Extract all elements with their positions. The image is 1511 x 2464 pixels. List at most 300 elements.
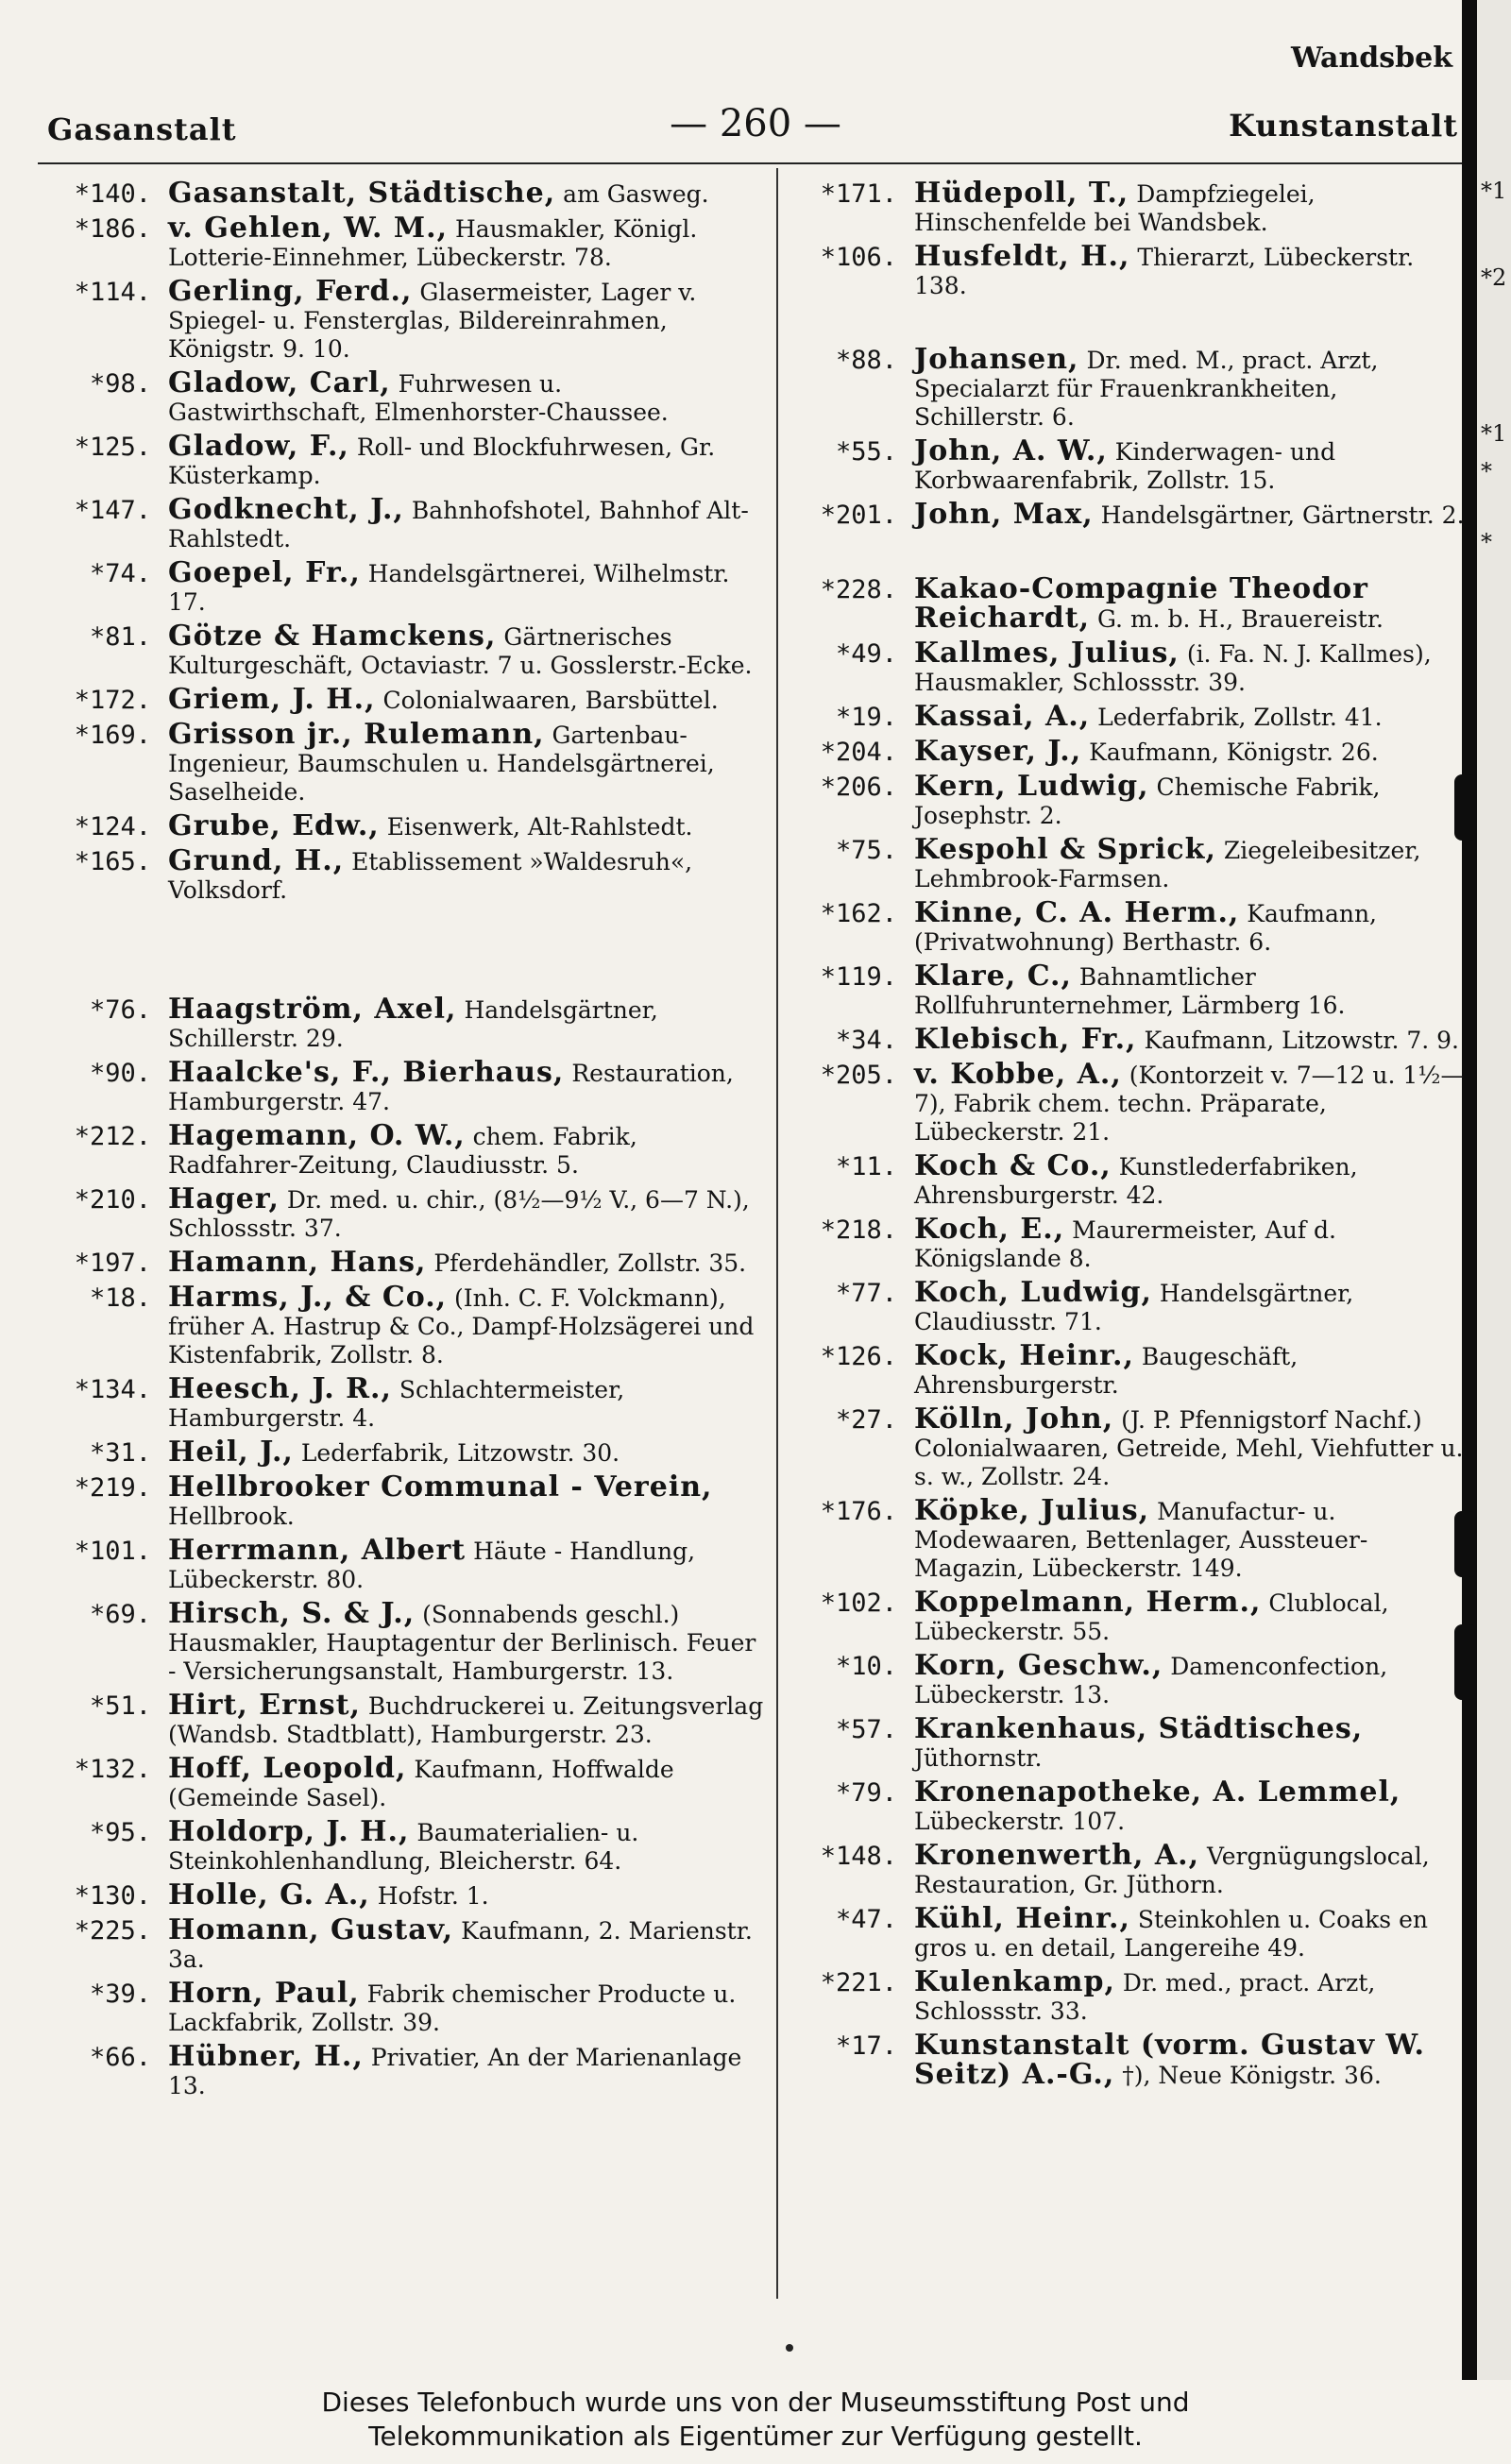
entry-text — [168, 1438, 765, 1468]
entry-text — [914, 2031, 1469, 2090]
subscriber-name: Götze & Hamckens, — [168, 620, 497, 653]
phone-number: *125. — [74, 433, 151, 462]
subscriber-name: Kühl, Heinr., — [914, 1902, 1130, 1935]
entry-text — [168, 1878, 765, 1912]
entry-text — [914, 1494, 1469, 1583]
entry-text — [168, 2040, 765, 2100]
phone-number: *228. — [820, 575, 897, 604]
subscriber-name: Hüdepoll, T., — [914, 177, 1129, 210]
directory-entry — [784, 962, 1469, 1020]
directory-entry — [38, 1246, 765, 1279]
directory-entry — [784, 1276, 1469, 1336]
entry-text — [914, 434, 1469, 495]
phone-number: *148. — [820, 1842, 897, 1871]
subscriber-details: Kaufmann, (Privatwohnung) Berthastr. 6. — [914, 900, 1377, 956]
subscriber-name: Hamann, Hans, — [168, 1246, 427, 1279]
subscriber-details: Etablissement »Waldesruh«, Volksdorf. — [168, 848, 693, 904]
next-page-strip — [1477, 0, 1511, 2380]
phone-number: *10. — [835, 1652, 897, 1681]
section-gap — [784, 535, 1469, 575]
phone-number: *90. — [89, 1059, 151, 1088]
subscriber-details: Baumaterialien- u. Steinkohlenhandlung, Bleicherstr. 64. — [168, 1819, 639, 1875]
subscriber-details: Dr. med. M., pract. Arzt, Specialarzt für Frauenkrankheiten, Schillerstr. 6. — [914, 347, 1379, 431]
entry-text — [168, 1119, 765, 1180]
subscriber-details: Glasermeister, Lager v. Spiegel- u. Fensterglas, Bildereinrahmen, Königstr. 9. 10. — [168, 279, 697, 363]
subscriber-name: Gladow, Carl, — [168, 366, 391, 399]
phone-number: *169. — [74, 721, 151, 750]
directory-entry — [38, 493, 765, 553]
subscriber-name: Holdorp, J. H., — [168, 1815, 410, 1848]
entry-text — [914, 1276, 1469, 1336]
subscriber-details: Fabrik chemischer Producte u. Lackfabrik, Zollstr. 39. — [168, 1980, 737, 2036]
entry-text — [914, 572, 1469, 635]
directory-entry — [784, 896, 1469, 957]
subscriber-details: Dr. med. u. chir., (8½—9½ V., 6—7 N.), Schlossstr. 37. — [168, 1186, 750, 1242]
subscriber-details: G. m. b. H., Brauereistr. — [1096, 605, 1384, 633]
entry-text — [914, 343, 1469, 432]
phone-number: *31. — [89, 1438, 151, 1468]
phone-number: *134. — [74, 1375, 151, 1404]
entry-text — [914, 1586, 1469, 1646]
subscriber-name: Hirt, Ernst, — [168, 1689, 361, 1722]
entry-text — [914, 833, 1469, 893]
phone-number: *201. — [820, 501, 897, 530]
subscriber-name: Horn, Paul, — [168, 1977, 360, 2010]
phone-number: *34. — [835, 1026, 897, 1055]
entry-text — [168, 1815, 765, 1876]
subscriber-name: Kayser, J., — [914, 735, 1082, 768]
ink-dot — [786, 2344, 793, 2352]
entry-text — [168, 179, 765, 209]
directory-entry — [784, 1215, 1469, 1273]
subscriber-details: Lederfabrik, Zollstr. 41. — [1097, 704, 1383, 731]
entry-text — [914, 700, 1469, 733]
phone-number: *101. — [74, 1537, 151, 1566]
directory-entry — [784, 434, 1469, 495]
phone-number: *162. — [820, 899, 897, 928]
subscriber-name: Grube, Edw., — [168, 809, 380, 842]
phone-number: *124. — [74, 812, 151, 841]
subscriber-name: Koch, E., — [914, 1213, 1065, 1246]
subscriber-name: Kölln, John, — [914, 1402, 1114, 1436]
subscriber-details: Chemische Fabrik, Josephstr. 2. — [914, 773, 1381, 829]
phone-number: *218. — [820, 1215, 897, 1245]
phone-number: *114. — [74, 278, 151, 307]
entry-text — [168, 1752, 765, 1812]
subscriber-name: Klare, C., — [914, 960, 1072, 993]
subscriber-name: Husfeldt, H., — [914, 240, 1130, 273]
entry-text — [914, 1149, 1469, 1210]
phone-number: *140. — [74, 179, 151, 209]
subscriber-name: Heil, J., — [168, 1436, 294, 1469]
subscriber-details: Ziegeleibesitzer, Lehmbrook-Farmsen. — [914, 837, 1421, 892]
directory-entry — [38, 214, 765, 272]
directory-entry — [38, 683, 765, 716]
subscriber-name: Godknecht, J., — [168, 493, 404, 526]
directory-entry — [784, 1839, 1469, 1899]
directory-entry — [784, 1649, 1469, 1709]
subscriber-name: Griem, J. H., — [168, 683, 376, 716]
subscriber-details: Manufactur- u. Modewaaren, Bettenlager, Aussteuer-Magazin, Lübeckerstr. 149. — [914, 1498, 1368, 1582]
subscriber-details: (Kontorzeit v. 7—12 u. 1½—7), Fabrik chem. techn. Präparate, Lübeckerstr. 21. — [914, 1062, 1465, 1146]
directory-entry — [38, 1056, 765, 1116]
entry-text — [914, 770, 1469, 830]
subscriber-name: Grund, H., — [168, 844, 345, 877]
phone-number: *132. — [74, 1755, 151, 1784]
entry-text — [168, 1056, 765, 1116]
phone-number: *205. — [820, 1061, 897, 1090]
page-number: — 260 — — [670, 102, 841, 145]
entry-text — [914, 1402, 1469, 1491]
phone-number: *51. — [89, 1691, 151, 1721]
entry-text — [914, 1902, 1469, 1963]
subscriber-name: Kock, Heinr., — [914, 1339, 1134, 1372]
directory-entry — [784, 2031, 1469, 2090]
subscriber-details: Handelsgärtnerei, Wilhelmstr. 17. — [168, 560, 730, 616]
phone-number: *171. — [820, 179, 897, 209]
entry-text — [168, 214, 765, 272]
entry-text — [168, 1470, 765, 1531]
subscriber-details: Lübeckerstr. 107. — [914, 1808, 1126, 1835]
directory-entry — [784, 700, 1469, 733]
edge-mark: *2 — [1481, 264, 1507, 291]
phone-number: *27. — [835, 1405, 897, 1435]
section-gap — [784, 306, 1469, 346]
entry-text — [914, 1839, 1469, 1899]
subscriber-details: Steinkohlen u. Coaks en gros u. en detail, Langereihe 49. — [914, 1906, 1428, 1962]
directory-entry — [38, 1182, 765, 1243]
subscriber-name: Haalcke's, F., Bierhaus, — [168, 1056, 565, 1089]
subscriber-details: (Inh. C. F. Volckmann), früher A. Hastrup & Co., Dampf-Holzsägerei und Kistenfabrik, Zollstr. 8. — [168, 1284, 755, 1368]
phone-number: *66. — [89, 2043, 151, 2072]
directory-entry — [38, 366, 765, 427]
entry-text — [168, 430, 765, 490]
subscriber-details: Handelsgärtner, Schillerstr. 29. — [168, 996, 658, 1052]
entry-text — [168, 556, 765, 617]
entry-text — [168, 1534, 765, 1594]
subscriber-name: Grisson jr., Rulemann, — [168, 718, 545, 751]
directory-entry — [38, 844, 765, 905]
edge-mark: * — [1481, 529, 1492, 555]
subscriber-details: Kinderwagen- und Korbwaarenfabrik, Zollstr. 15. — [914, 438, 1336, 494]
phone-number: *18. — [89, 1283, 151, 1313]
subscriber-name: Johansen, — [914, 343, 1079, 376]
subscriber-name: Kassai, A., — [914, 700, 1091, 733]
directory-entry — [784, 1778, 1469, 1836]
header-rule — [38, 162, 1462, 164]
directory-entry — [38, 1119, 765, 1180]
entry-text — [168, 1597, 765, 1686]
directory-entry — [38, 1815, 765, 1876]
subscriber-details: Häute - Handlung, Lübeckerstr. 80. — [168, 1538, 696, 1593]
phone-number: *106. — [820, 243, 897, 272]
phone-number: *17. — [835, 2031, 897, 2061]
column-divider — [776, 168, 778, 2299]
entry-text — [168, 1246, 765, 1279]
entry-text — [168, 683, 765, 716]
entry-text — [168, 809, 765, 842]
directory-entry — [38, 1752, 765, 1812]
phone-number: *225. — [74, 1916, 151, 1946]
entry-text — [914, 1778, 1469, 1836]
directory-entry — [784, 1586, 1469, 1646]
directory-entry — [38, 718, 765, 807]
phone-number: *49. — [835, 639, 897, 669]
phone-number: *206. — [820, 773, 897, 802]
directory-entry — [784, 498, 1469, 531]
edge-mark: * — [1481, 458, 1492, 484]
directory-entry — [38, 622, 765, 680]
entry-text — [168, 1691, 765, 1749]
subscriber-name: Goepel, Fr., — [168, 556, 361, 589]
subscriber-name: Haagström, Axel, — [168, 993, 457, 1026]
subscriber-name: Gasanstalt, Städtische, — [168, 177, 556, 210]
phone-number: *47. — [835, 1905, 897, 1934]
subscriber-details: Thierarzt, Lübeckerstr. 138. — [914, 244, 1415, 299]
subscriber-name: Koch, Ludwig, — [914, 1276, 1152, 1309]
footer-notice — [0, 2380, 1511, 2464]
subscriber-name: Harms, J., & Co., — [168, 1281, 448, 1314]
subscriber-details: Maurermeister, Auf d. Königslande 8. — [914, 1216, 1336, 1272]
phone-number: *77. — [835, 1279, 897, 1308]
directory-entry — [784, 1902, 1469, 1963]
directory-entry — [38, 1534, 765, 1594]
directory-entry — [784, 1494, 1469, 1583]
directory-entry — [784, 1339, 1469, 1400]
directory-entry — [784, 240, 1469, 300]
phone-number: *19. — [835, 703, 897, 732]
subscriber-name: Gladow, F., — [168, 430, 349, 463]
left-column — [38, 179, 765, 2106]
directory-entry — [38, 1878, 765, 1912]
phone-number: *172. — [74, 686, 151, 715]
entry-text — [168, 493, 765, 553]
phone-number: *74. — [89, 559, 151, 588]
directory-entry — [38, 1438, 765, 1468]
subscriber-name: Kunstanstalt (vorm. Gustav W. Seitz) A.-G., — [914, 2029, 1425, 2091]
entry-text — [914, 1023, 1469, 1056]
subscriber-name: Herrmann, Albert — [168, 1534, 467, 1567]
directory-entry — [784, 1402, 1469, 1491]
directory-entry — [784, 1023, 1469, 1056]
section-gap — [38, 910, 765, 995]
directory-entry — [38, 1691, 765, 1749]
right-column — [784, 179, 1469, 2096]
subscriber-details: (J. P. Pfennigstorf Nachf.) Colonialwaaren, Getreide, Mehl, Viehfutter u. s. w., Zollstr. 24. — [914, 1406, 1464, 1490]
phone-number: *102. — [820, 1589, 897, 1618]
footer-line-2: Telekommunikation als Eigentümer zur Verfügung gestellt. — [368, 2421, 1143, 2452]
subscriber-details: Privatier, An der Marienanlage 13. — [168, 2044, 742, 2099]
subscriber-name: Hagemann, O. W., — [168, 1119, 466, 1152]
subscriber-details: chem. Fabrik, Radfahrer-Zeitung, Claudiusstr. 5. — [168, 1123, 637, 1179]
subscriber-details: Bahnhofshotel, Bahnhof Alt-Rahlstedt. — [168, 497, 749, 552]
subscriber-name: Kern, Ludwig, — [914, 770, 1149, 803]
subscriber-details: Dampfziegelei, Hinschenfelde bei Wandsbek. — [914, 180, 1316, 236]
subscriber-name: Kronenapotheke, A. Lemmel, — [914, 1776, 1401, 1809]
subscriber-details: Hellbrook. — [168, 1503, 295, 1530]
subscriber-name: Koch & Co., — [914, 1149, 1112, 1182]
entry-text — [168, 844, 765, 905]
phone-number: *88. — [835, 346, 897, 375]
footer-line-1: Dieses Telefonbuch wurde uns von der Museumsstiftung Post und — [321, 2387, 1190, 2418]
entry-text — [914, 735, 1469, 768]
subscriber-name: Kakao-Compagnie Theodor Reichardt, — [914, 572, 1368, 635]
entry-text — [168, 1977, 765, 2037]
subscriber-name: John, A. W., — [914, 434, 1108, 467]
subscriber-details: Kunstlederfabriken, Ahrensburgerstr. 42. — [914, 1153, 1358, 1209]
phone-number: *204. — [820, 738, 897, 767]
running-head-city: Wandsbek — [1290, 42, 1452, 75]
subscriber-details: Jüthornstr. — [914, 1744, 1043, 1772]
phone-number: *147. — [74, 496, 151, 525]
directory-entry — [38, 1977, 765, 2037]
running-head-right: Kunstanstalt — [1229, 108, 1458, 144]
subscriber-name: Hübner, H., — [168, 2040, 364, 2073]
phone-number: *98. — [89, 369, 151, 399]
directory-entry — [38, 179, 765, 209]
phone-number: *210. — [74, 1185, 151, 1215]
phone-number: *221. — [820, 1968, 897, 1997]
directory-entry — [784, 639, 1469, 697]
phone-number: *212. — [74, 1122, 151, 1151]
subscriber-name: Homann, Gustav, — [168, 1913, 454, 1946]
phone-number: *186. — [74, 214, 151, 244]
entry-text — [168, 1913, 765, 1974]
phone-number: *81. — [89, 622, 151, 652]
phone-number: *165. — [74, 847, 151, 876]
subscriber-details: Colonialwaaren, Barsbüttel. — [382, 687, 719, 714]
entry-text — [914, 1712, 1469, 1773]
entry-text — [168, 366, 765, 427]
phone-number: *130. — [74, 1881, 151, 1911]
entry-text — [168, 1283, 765, 1369]
subscriber-name: Krankenhaus, Städtisches, — [914, 1712, 1364, 1745]
subscriber-details: Damenconfection, Lübeckerstr. 13. — [914, 1653, 1388, 1708]
directory-entry — [38, 556, 765, 617]
directory-entry — [784, 1149, 1469, 1210]
directory-entry — [784, 833, 1469, 893]
directory-entry — [784, 1712, 1469, 1773]
phone-number: *76. — [89, 995, 151, 1025]
phone-number: *119. — [820, 962, 897, 992]
directory-entry — [38, 2040, 765, 2100]
subscriber-name: Koppelmann, Herm., — [914, 1586, 1262, 1619]
entry-text — [168, 622, 765, 680]
phone-number: *57. — [835, 1715, 897, 1744]
directory-entry — [38, 1913, 765, 1974]
entry-text — [914, 1649, 1469, 1709]
entry-text — [914, 498, 1469, 531]
entry-text — [914, 1058, 1469, 1147]
subscriber-details: Gartenbau-Ingenieur, Baumschulen u. Handelsgärtnerei, Saselheide. — [168, 722, 715, 806]
subscriber-details: Restauration, Hamburgerstr. 47. — [168, 1060, 734, 1115]
running-head-left: Gasanstalt — [47, 111, 237, 147]
subscriber-name: Hager, — [168, 1182, 280, 1215]
phone-number: *95. — [89, 1818, 151, 1847]
subscriber-name: Kronenwerth, A., — [914, 1839, 1200, 1872]
directory-entry — [38, 275, 765, 364]
entry-text — [168, 275, 765, 364]
entry-text — [168, 1182, 765, 1243]
phone-number: *197. — [74, 1249, 151, 1278]
subscriber-name: Hellbrooker Communal - Verein, — [168, 1470, 713, 1504]
subscriber-details: Kaufmann, Litzowstr. 7. 9. — [1144, 1027, 1459, 1054]
subscriber-details: Clublocal, Lübeckerstr. 55. — [914, 1589, 1389, 1645]
subscriber-details: Hofstr. 1. — [377, 1882, 489, 1910]
subscriber-details: Kaufmann, Hoffwalde (Gemeinde Sasel). — [168, 1756, 674, 1811]
subscriber-name: Holle, G. A., — [168, 1878, 370, 1912]
phone-number: *11. — [835, 1152, 897, 1181]
subscriber-name: John, Max, — [914, 498, 1094, 531]
subscriber-details: Roll- und Blockfuhrwesen, Gr. Küsterkamp. — [168, 433, 716, 489]
subscriber-details: am Gasweg. — [563, 180, 709, 208]
subscriber-details: Pferdehändler, Zollstr. 35. — [433, 1249, 747, 1277]
subscriber-details: (i. Fa. N. J. Kallmes), Hausmakler, Schlossstr. 39. — [914, 640, 1432, 696]
directory-entry — [38, 809, 765, 842]
subscriber-name: Kespohl & Sprick, — [914, 833, 1216, 866]
subscriber-name: Hirsch, S. & J., — [168, 1597, 416, 1630]
subscriber-details: Vergnügungslocal, Restauration, Gr. Jüthorn. — [914, 1843, 1430, 1898]
subscriber-details: Baugeschäft, Ahrensburgerstr. — [914, 1343, 1299, 1399]
subscriber-name: v. Gehlen, W. M., — [168, 212, 449, 245]
subscriber-name: Heesch, J. R., — [168, 1372, 392, 1405]
directory-entry — [38, 1372, 765, 1433]
subscriber-name: Kinne, C. A. Herm., — [914, 896, 1240, 929]
directory-entry — [784, 179, 1469, 237]
subscriber-details: Dr. med., pract. Arzt, Schlossstr. 33. — [914, 1969, 1376, 2025]
subscriber-name: Köpke, Julius, — [914, 1494, 1150, 1527]
entry-text — [914, 1215, 1469, 1273]
subscriber-details: Hausmakler, Königl. Lotterie-Einnehmer, Lübeckerstr. 78. — [168, 215, 698, 271]
subscriber-details: †), Neue Königstr. 36. — [1122, 2062, 1382, 2089]
subscriber-name: v. Kobbe, A., — [914, 1058, 1122, 1091]
entry-text — [914, 896, 1469, 957]
subscriber-name: Kallmes, Julius, — [914, 637, 1180, 670]
subscriber-details: (Sonnabends geschl.) Hausmakler, Hauptagentur der Berlinisch. Feuer - Versicherungsanstalt, Hamburgerstr. 13. — [168, 1601, 756, 1685]
subscriber-details: Kaufmann, Königstr. 26. — [1089, 739, 1379, 766]
phone-number: *39. — [89, 1980, 151, 2009]
subscriber-details: Handelsgärtner, Gärtnerstr. 2. — [1100, 501, 1465, 529]
subscriber-details: Buchdruckerei u. Zeitungsverlag (Wandsb. Stadtblatt), Hamburgerstr. 23. — [168, 1692, 764, 1748]
phone-number: *55. — [835, 437, 897, 467]
entry-text — [914, 179, 1469, 237]
subscriber-details: Handelsgärtner, Claudiusstr. 71. — [914, 1280, 1354, 1335]
subscriber-details: Eisenwerk, Alt-Rahlstedt. — [386, 813, 693, 841]
phone-number: *219. — [74, 1473, 151, 1503]
phone-number: *126. — [820, 1342, 897, 1371]
subscriber-name: Klebisch, Fr., — [914, 1023, 1137, 1056]
directory-entry — [784, 1058, 1469, 1147]
subscriber-details: Gärtnerisches Kulturgeschäft, Octaviastr. 7 u. Gosslerstr.-Ecke. — [168, 623, 753, 679]
subscriber-details: Lederfabrik, Litzowstr. 30. — [300, 1439, 620, 1467]
subscriber-details: Bahnamtlicher Rollfuhrunternehmer, Lärmberg 16. — [914, 963, 1346, 1019]
entry-text — [914, 962, 1469, 1020]
entry-text — [168, 1372, 765, 1433]
directory-entry — [38, 1470, 765, 1531]
directory-entry — [38, 1597, 765, 1686]
directory-entry — [784, 1965, 1469, 2026]
phone-number: *69. — [89, 1600, 151, 1629]
subscriber-name: Hoff, Leopold, — [168, 1752, 407, 1785]
edge-mark: *1 — [1481, 420, 1507, 447]
subscriber-name: Gerling, Ferd., — [168, 275, 413, 308]
directory-entry — [784, 735, 1469, 768]
edge-mark: *1 — [1481, 178, 1507, 204]
directory-entry — [784, 770, 1469, 830]
entry-text — [168, 995, 765, 1053]
subscriber-name: Kulenkamp, — [914, 1965, 1115, 1998]
subscriber-details: Fuhrwesen u. Gastwirthschaft, Elmenhorster-Chaussee. — [168, 370, 669, 426]
